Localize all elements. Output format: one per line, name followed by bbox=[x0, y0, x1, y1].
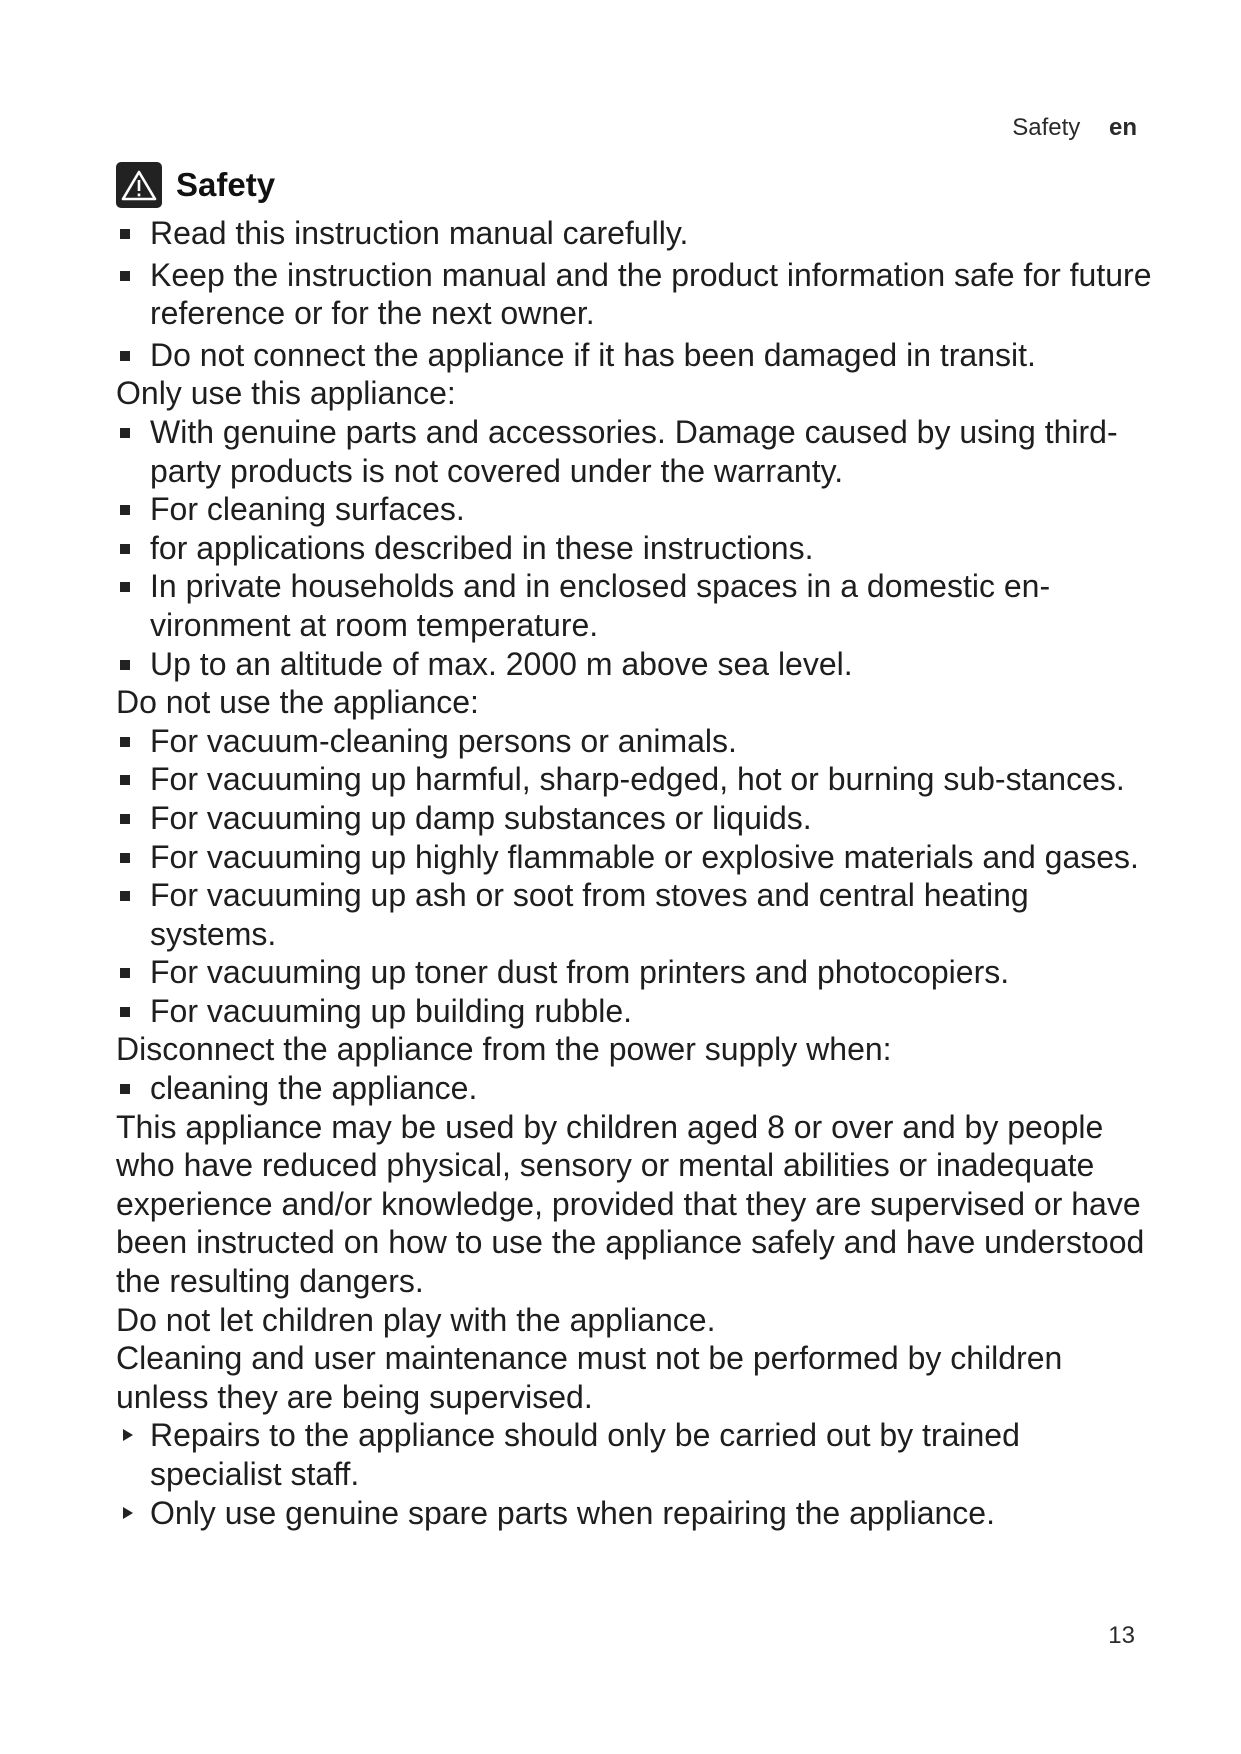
safety-content bbox=[116, 214, 1156, 1532]
square-bullet-icon bbox=[120, 544, 130, 554]
square-bullet-icon bbox=[120, 737, 130, 747]
list-item: In private households and in enclosed spaces in a domestic en-vironment at room temperature. bbox=[116, 567, 1156, 644]
children-play-paragraph: Do not let children play with the appliance. bbox=[116, 1301, 716, 1338]
list-item: for applications described in these instructions. bbox=[116, 529, 1156, 568]
section-title bbox=[116, 162, 275, 208]
list-item: cleaning the appliance. bbox=[116, 1069, 1156, 1108]
list-item: For cleaning surfaces. bbox=[116, 490, 1156, 529]
list-item: With genuine parts and accessories. Damage caused by using third-party products is not covered under the warranty. bbox=[116, 413, 1156, 490]
list-item: For vacuuming up highly flammable or explosive materials and gases. bbox=[116, 838, 1156, 877]
instruction-list bbox=[116, 1416, 1156, 1532]
square-bullet-icon bbox=[120, 853, 130, 863]
square-bullet-icon bbox=[120, 814, 130, 824]
running-header bbox=[1012, 114, 1137, 142]
list-item: For vacuuming up damp substances or liquids. bbox=[116, 799, 1156, 838]
square-bullet-icon bbox=[120, 582, 130, 592]
page-number: 13 bbox=[1108, 1622, 1135, 1649]
not-use-list bbox=[116, 722, 1156, 1031]
square-bullet-icon bbox=[120, 428, 130, 438]
triangle-arrow-icon bbox=[123, 1507, 133, 1519]
square-bullet-icon bbox=[120, 1084, 130, 1094]
list-item: Read this instruction manual carefully. bbox=[116, 214, 1156, 253]
list-item: For vacuuming up building rubble. bbox=[116, 992, 1156, 1031]
square-bullet-icon bbox=[120, 271, 130, 281]
square-bullet-icon bbox=[120, 505, 130, 515]
triangle-arrow-icon bbox=[123, 1429, 133, 1441]
children-paragraph: This appliance may be used by children aged 8 or over and by people who have reduced physical, sensory or mental abilities or inadequate experience and/or knowledge, provided that they are supervised or have been instructed on how to use the appliance safely and have understood the resulting dangers. bbox=[116, 1108, 1145, 1300]
list-item: For vacuuming up ash or soot from stoves and central heating systems. bbox=[116, 876, 1156, 953]
page-title: Safety bbox=[176, 166, 276, 203]
list-item: For vacuuming up toner dust from printers and photocopiers. bbox=[116, 953, 1156, 992]
use-list bbox=[116, 413, 1156, 683]
square-bullet-icon bbox=[120, 1007, 130, 1017]
use-intro: Only use this appliance: bbox=[116, 375, 456, 412]
disconnect-list bbox=[116, 1069, 1156, 1108]
list-item: Do not connect the appliance if it has been damaged in transit. bbox=[116, 336, 1156, 375]
list-item: Up to an altitude of max. 2000 m above sea level. bbox=[116, 645, 1156, 684]
instruction-item: Only use genuine spare parts when repairing the appliance. bbox=[116, 1494, 1156, 1533]
square-bullet-icon bbox=[120, 660, 130, 670]
header-language: en bbox=[1108, 114, 1137, 141]
square-bullet-icon bbox=[120, 968, 130, 978]
list-item: Keep the instruction manual and the product information safe for future reference or for the next owner. bbox=[116, 256, 1156, 333]
square-bullet-icon bbox=[120, 351, 130, 361]
square-bullet-icon bbox=[120, 891, 130, 901]
square-bullet-icon bbox=[120, 229, 130, 239]
square-bullet-icon bbox=[120, 775, 130, 785]
list-item: For vacuuming up harmful, sharp-edged, hot or burning sub-stances. bbox=[116, 760, 1156, 799]
warning-triangle-icon bbox=[116, 162, 162, 208]
header-section: Safety bbox=[1012, 114, 1081, 141]
list-item: For vacuum-cleaning persons or animals. bbox=[116, 722, 1156, 761]
disconnect-intro: Disconnect the appliance from the power supply when: bbox=[116, 1031, 892, 1068]
cleaning-paragraph: Cleaning and user maintenance must not be performed by children unless they are being supervised. bbox=[116, 1340, 1063, 1415]
instruction-item: Repairs to the appliance should only be carried out by trained specialist staff. bbox=[116, 1416, 1156, 1493]
not-use-intro: Do not use the appliance: bbox=[116, 684, 479, 721]
general-list bbox=[116, 214, 1156, 374]
